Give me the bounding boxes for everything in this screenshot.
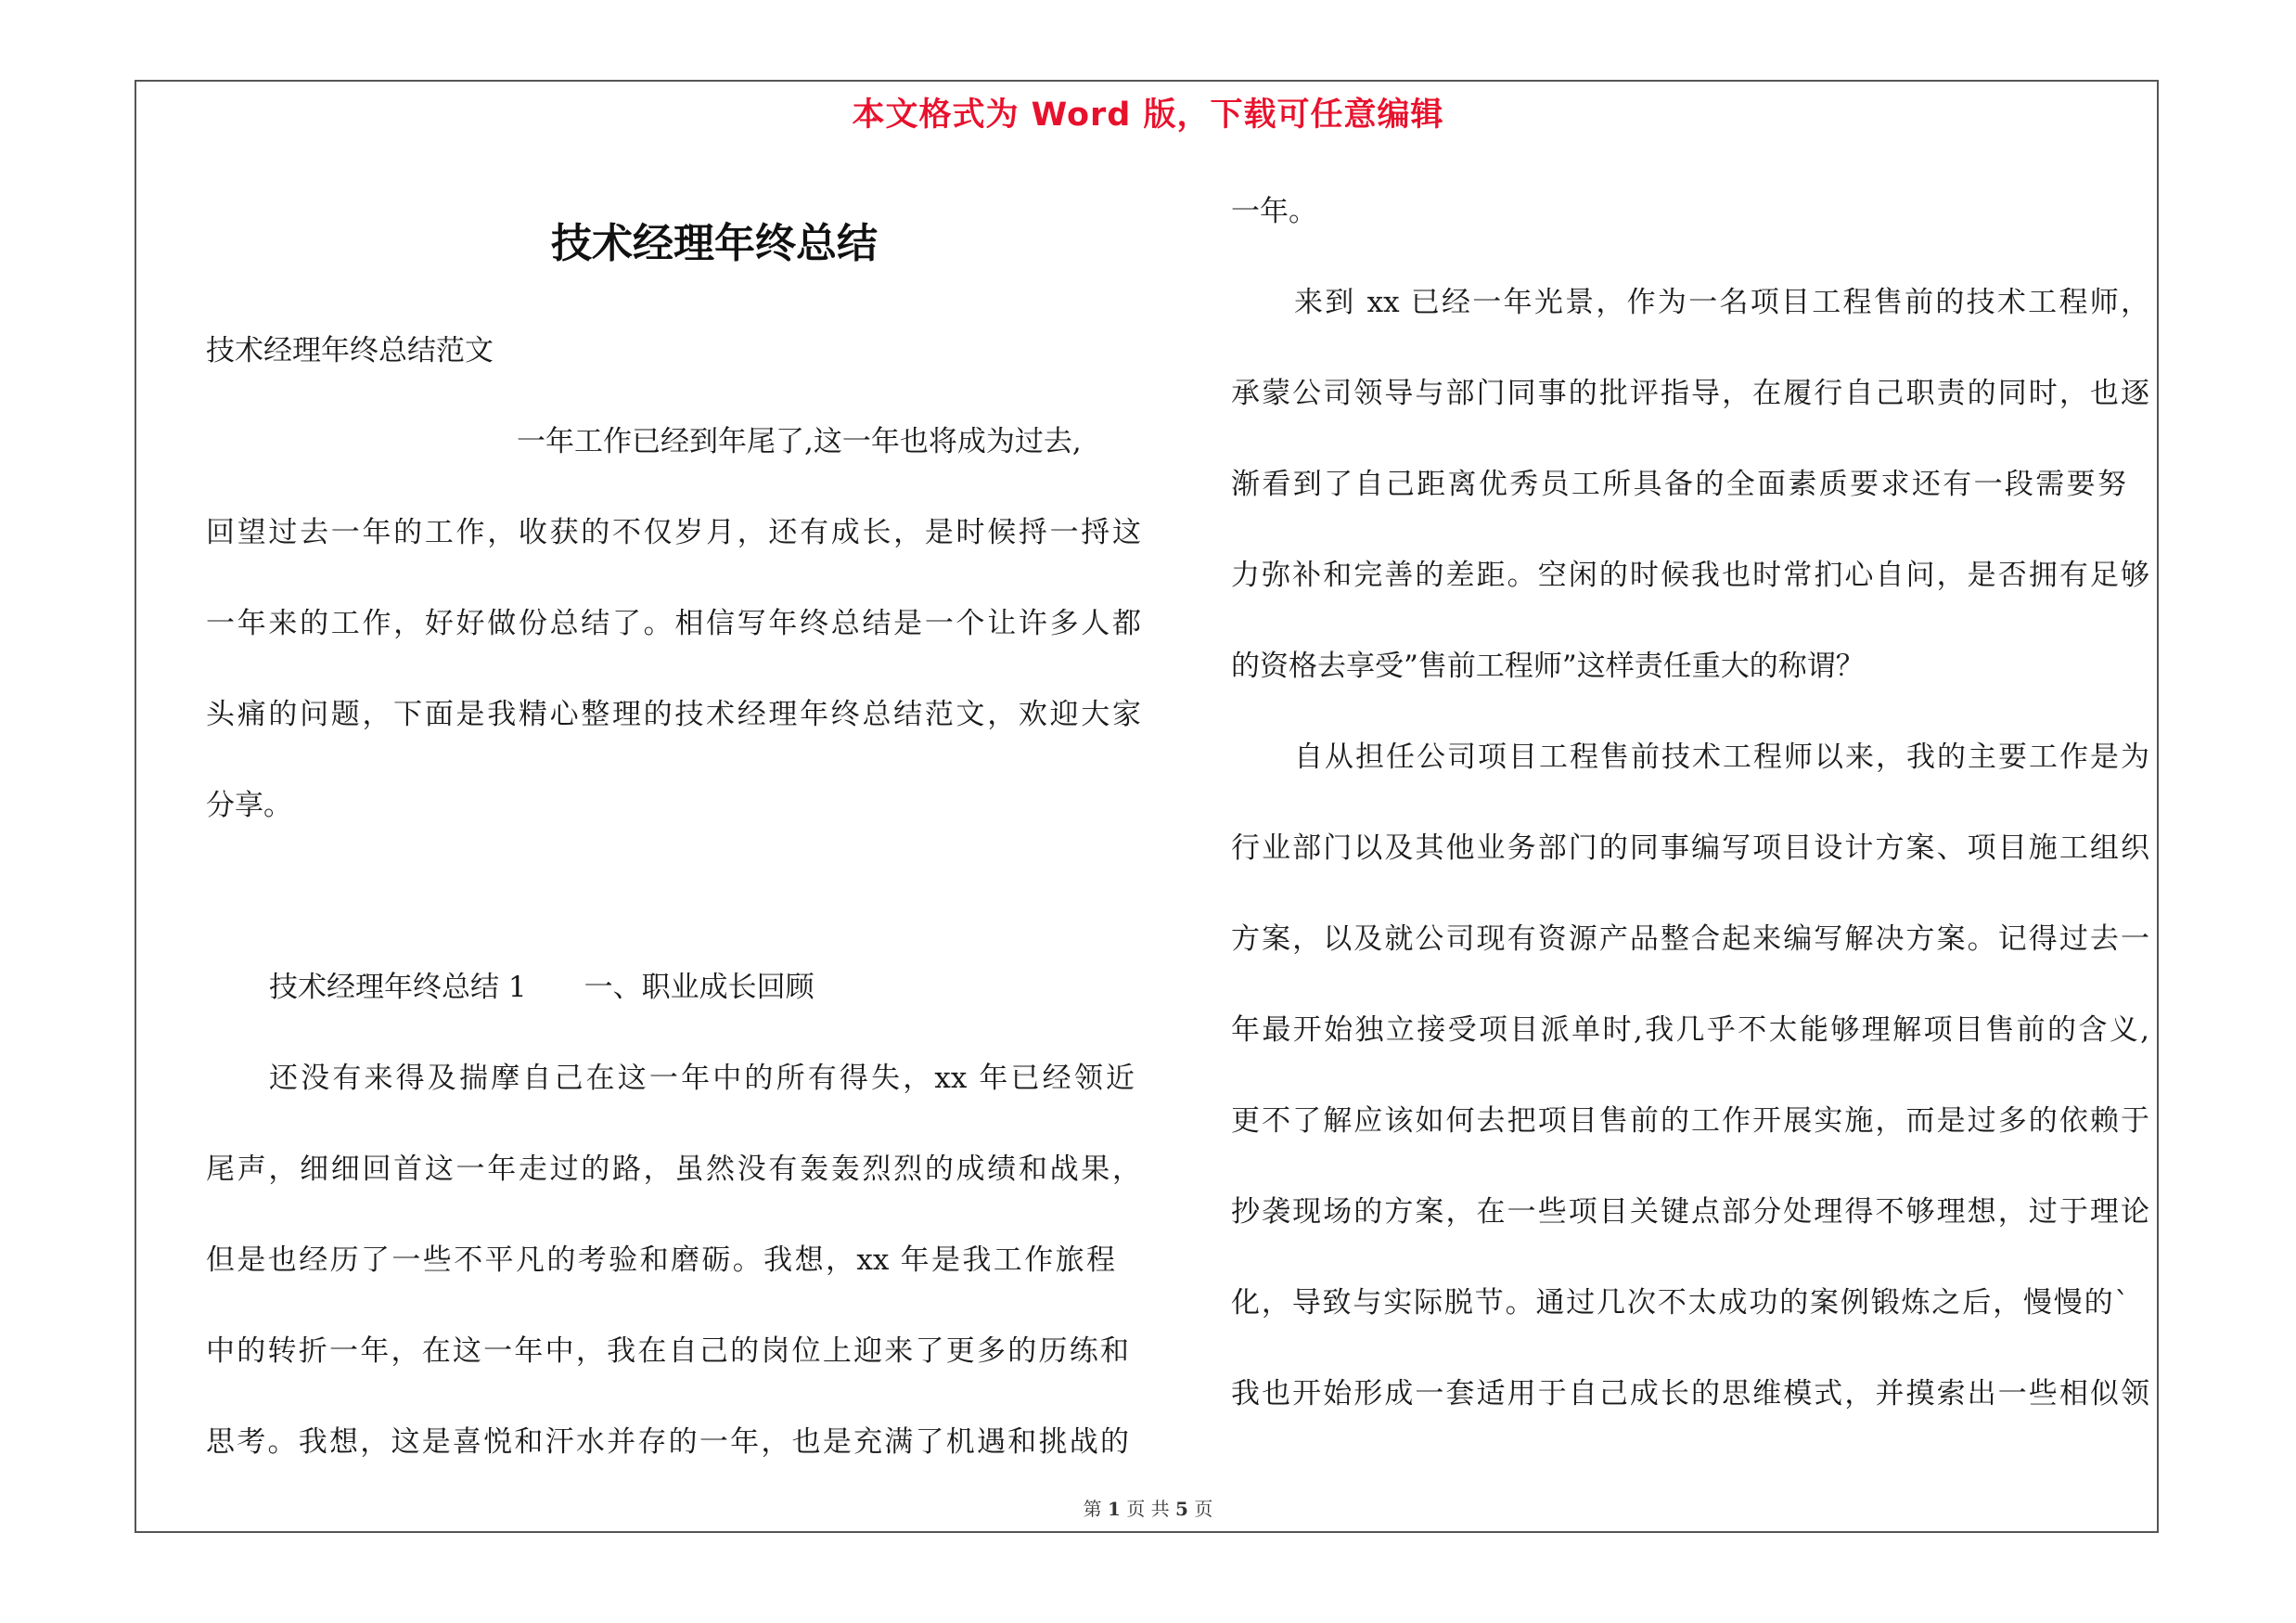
- paragraph-line: 一年工作已经到年尾了,这一年也将成为过去,: [517, 425, 1082, 458]
- paragraph-line: 承蒙公司领导与部门同事的批评指导，在履行自己职责的同时，也逐: [1231, 377, 2149, 410]
- paragraph-line: 的资格去享受”售前工程师”这样责任重大的称谓？: [1231, 650, 1865, 683]
- paragraph-line: 中的转折一年，在这一年中，我在自己的岗位上迎来了更多的历练和: [206, 1334, 1129, 1368]
- right-column-text: [1231, 0, 2149, 1623]
- page-footer: [0, 1494, 2296, 1521]
- paragraph-line: 回望过去一年的工作，收获的不仅岁月，还有成长，是时候捋一捋这: [206, 516, 1141, 549]
- paragraph-line: 更不了解应该如何去把项目售前的工作开展实施，而是过多的依赖于: [1231, 1104, 2149, 1138]
- paragraph-line: 思考。我想，这是喜悦和汗水并存的一年，也是充满了机遇和挑战的: [206, 1425, 1129, 1459]
- paragraph-line: 化，导致与实际脱节。通过几次不太成功的案例锻炼之后，慢慢的`: [1231, 1286, 2129, 1320]
- paragraph-line: 方案，以及就公司现有资源产品整合起来编写解决方案。记得过去一: [1231, 922, 2149, 956]
- paragraph-line: 渐看到了自己距离优秀员工所具备的全面素质要求还有一段需要努: [1231, 468, 2126, 501]
- footer-page-number: 1: [1108, 1498, 1121, 1520]
- footer-total-pages: 5: [1175, 1498, 1188, 1520]
- paragraph-line: 来到 xx 已经一年光景，作为一名项目工程售前的技术工程师，: [1294, 286, 2149, 319]
- paragraph-line: 还没有来得及揣摩自己在这一年中的所有得失，xx 年已经领近: [269, 1062, 1135, 1095]
- footer-middle: 页 共: [1126, 1498, 1170, 1520]
- paragraph-line: 分享。: [206, 789, 292, 822]
- paragraph-line: 力弥补和完善的差距。空闲的时候我也时常扪心自问，是否拥有足够: [1231, 559, 2149, 592]
- paragraph-line: 年最开始独立接受项目派单时,我几乎不太能够理解项目售前的含义,: [1231, 1013, 2149, 1047]
- paragraph-line: 头痛的问题，下面是我精心整理的技术经理年终总结范文，欢迎大家: [206, 698, 1141, 731]
- paragraph-line: 我也开始形成一套适用于自己成长的思维模式，并摸索出一些相似领: [1231, 1377, 2149, 1410]
- format-banner: 本文格式为 Word 版，下载可任意编辑: [852, 97, 1444, 134]
- paragraph-line: 尾声，细细回首这一年走过的路，虽然没有轰轰烈烈的成绩和战果，: [206, 1153, 1141, 1186]
- document-title: 技术经理年终总结: [551, 220, 878, 267]
- footer-suffix: 页: [1194, 1498, 1213, 1520]
- paragraph-line: 技术经理年终总结范文: [206, 334, 494, 367]
- footer-prefix: 第: [1083, 1498, 1102, 1520]
- paragraph-line: 抄袭现场的方案，在一些项目关键点部分处理得不够理想，过于理论: [1231, 1195, 2149, 1229]
- paragraph-line: 行业部门以及其他业务部门的同事编写项目设计方案、项目施工组织: [1231, 831, 2149, 865]
- paragraph-line: 自从担任公司项目工程售前技术工程师以来，我的主要工作是为: [1294, 741, 2149, 774]
- paragraph-line: 一年。: [1231, 195, 1317, 228]
- left-column-text: [206, 0, 1143, 1623]
- paragraph-line: 但是也经历了一些不平凡的考验和磨砺。我想，xx 年是我工作旅程: [206, 1243, 1115, 1277]
- section-heading: 技术经理年终总结 1 一、职业成长回顾: [269, 971, 815, 1004]
- paragraph-line: 一年来的工作，好好做份总结了。相信写年终总结是一个让许多人都: [206, 607, 1141, 640]
